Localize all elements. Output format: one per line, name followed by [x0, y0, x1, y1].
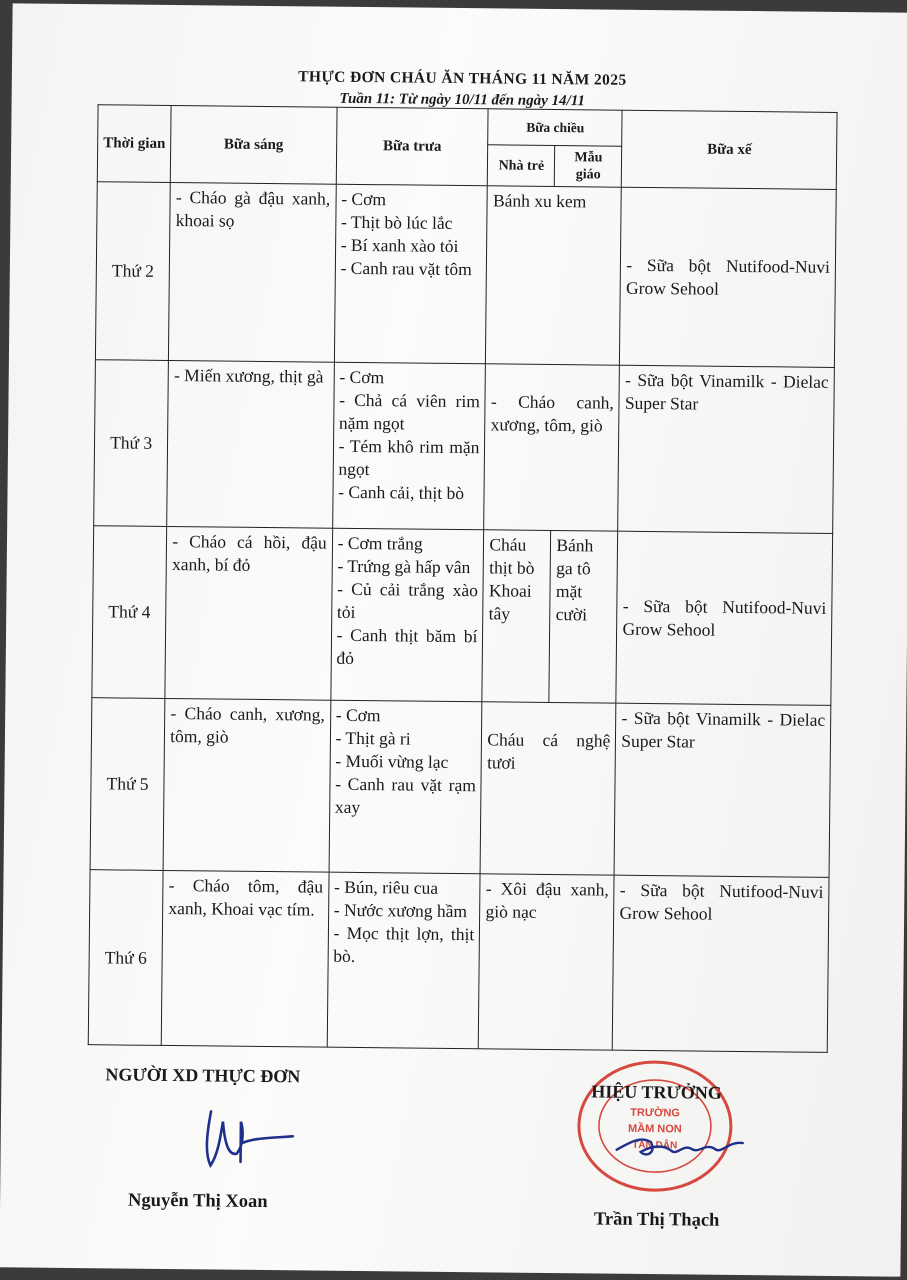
menu-item: Bánh ga tô mặt cười — [555, 535, 594, 625]
snack-cell — [620, 187, 836, 367]
menu-item: - Thịt gà ri — [335, 727, 411, 749]
menu-item: - Muối vừng lạc — [335, 750, 449, 772]
stamp-text: TÂN DÂN — [632, 1139, 678, 1152]
afternoon-cell — [479, 874, 615, 1050]
menu-author-title: NGƯỜI XD THỰC ĐƠN — [105, 1064, 301, 1087]
afternoon-cell — [486, 186, 622, 365]
lunch-cell — [327, 872, 481, 1049]
table-row — [88, 870, 829, 1053]
menu-author-name: Nguyễn Thị Xoan — [128, 1190, 268, 1213]
menu-item: - Cháo gà đậu xanh, khoai sọ — [175, 187, 331, 231]
menu-item: - Sữa bột Nutifood-Nuvi Grow Sehool — [622, 595, 827, 640]
menu-item: - Tém khô rim mặn ngọt — [338, 435, 480, 480]
document-title: THỰC ĐƠN CHÁU ĂN THÁNG 11 NĂM 2025 — [298, 68, 627, 89]
day-cell: Thứ 2 — [95, 182, 170, 361]
afternoon-cell — [480, 702, 616, 875]
principal-title: HIỆU TRƯỞNG — [591, 1081, 722, 1103]
header-afternoon: Bữa chiều — [488, 109, 622, 146]
nursery-cell — [482, 530, 551, 703]
menu-item: - Cơm — [335, 704, 381, 726]
breakfast-cell — [163, 698, 330, 872]
menu-item: - Chả cá viên rim nặm ngọt — [338, 389, 481, 434]
header-lunch: Bữa trưa — [336, 107, 489, 186]
breakfast-cell — [162, 870, 329, 1047]
day-cell: Thứ 6 — [88, 870, 163, 1046]
menu-item: - Canh cải, thịt bò — [338, 481, 465, 504]
menu-item: - Cháo canh, xương, tôm, giò — [170, 703, 325, 747]
menu-item: - Cơm — [339, 366, 385, 388]
menu-item: Bánh xu kem — [492, 190, 587, 212]
menu-item: - Miến xương, thịt gà — [173, 365, 324, 387]
menu-item: - Bí xanh xào tỏi — [340, 234, 459, 256]
snack-cell — [616, 531, 832, 705]
menu-item: - Cơm — [341, 188, 387, 210]
menu-item: Cháu cá nghệ tươi — [487, 729, 611, 773]
menu-item: Cháu thịt bò Khoai tây — [488, 534, 535, 624]
menu-item: - Cháo cá hồi, đậu xanh, bí đỏ — [171, 531, 327, 575]
afternoon-cell — [484, 364, 620, 531]
table-row — [90, 698, 831, 878]
menu-item: - Canh thịt băm bí đỏ — [336, 624, 478, 668]
menu-item: - Sữa bột Nutifood-Nuvi Grow Sehool — [619, 879, 824, 924]
snack-cell — [618, 365, 834, 533]
kindergarten-cell — [549, 530, 618, 703]
document-subtitle: Tuần 11: Từ ngày 10/11 đến ngày 14/11 — [339, 90, 585, 110]
principal-signature — [610, 1122, 751, 1173]
author-signature — [196, 1103, 307, 1174]
header-breakfast: Bữa sáng — [171, 105, 337, 184]
lunch-cell — [329, 700, 483, 874]
table-row — [94, 360, 835, 534]
menu-item: - Thịt bò lúc lắc — [340, 211, 453, 233]
document-page — [0, 3, 907, 1276]
table-row — [92, 526, 833, 706]
breakfast-cell — [169, 182, 336, 362]
stamp-text: MẦM NON — [627, 1122, 682, 1136]
menu-item: - Mọc thịt lợn, thịt bò. — [333, 922, 475, 966]
stamp-text: TRƯỜNG — [630, 1106, 680, 1120]
header-kindergarten: Mẫu giáo — [555, 146, 622, 188]
menu-item: - Sữa bột Vinamilk - Dielac Super Star — [624, 369, 829, 414]
snack-cell — [613, 875, 829, 1052]
header-nursery: Nhà trẻ — [488, 145, 555, 187]
principal-name: Trần Thị Thạch — [593, 1209, 720, 1231]
menu-item: - Canh rau vặt tôm — [340, 257, 472, 280]
menu-item: - Trứng gà hấp vân — [337, 555, 471, 578]
header-snack: Bữa xế — [622, 110, 837, 189]
menu-item: - Cháo canh, xương, tôm, giò — [490, 391, 614, 436]
header-time: Thời gian — [97, 105, 171, 183]
day-cell: Thứ 3 — [94, 360, 169, 527]
lunch-cell — [332, 362, 485, 530]
lunch-cell — [334, 184, 488, 364]
day-cell: Thứ 4 — [92, 526, 167, 699]
menu-item: - Canh rau vặt rạm xay — [334, 773, 476, 817]
table-row — [95, 182, 836, 368]
menu-table — [88, 104, 838, 1053]
breakfast-cell — [167, 360, 334, 528]
snack-cell — [614, 703, 830, 877]
table-header-row — [98, 105, 837, 149]
menu-item: - Bún, riêu cua — [333, 876, 439, 898]
menu-item: - Củ cải trắng xào tỏi — [336, 578, 479, 622]
menu-item: - Nước xương hầm — [333, 899, 468, 922]
menu-item: - Xôi đậu xanh, giò nạc — [485, 878, 609, 922]
day-cell: Thứ 5 — [90, 698, 165, 871]
menu-item: - Sữa bột Nutifood-Nuvi Grow Sehool — [625, 254, 831, 299]
menu-item: - Cơm trắng — [337, 532, 423, 554]
menu-item: - Sữa bột Vinamilk - Dielac Super Star — [621, 707, 826, 752]
breakfast-cell — [165, 526, 332, 700]
lunch-cell — [331, 528, 485, 702]
menu-item: - Cháo tôm, đậu xanh, Khoai vạc tím. — [168, 875, 324, 920]
